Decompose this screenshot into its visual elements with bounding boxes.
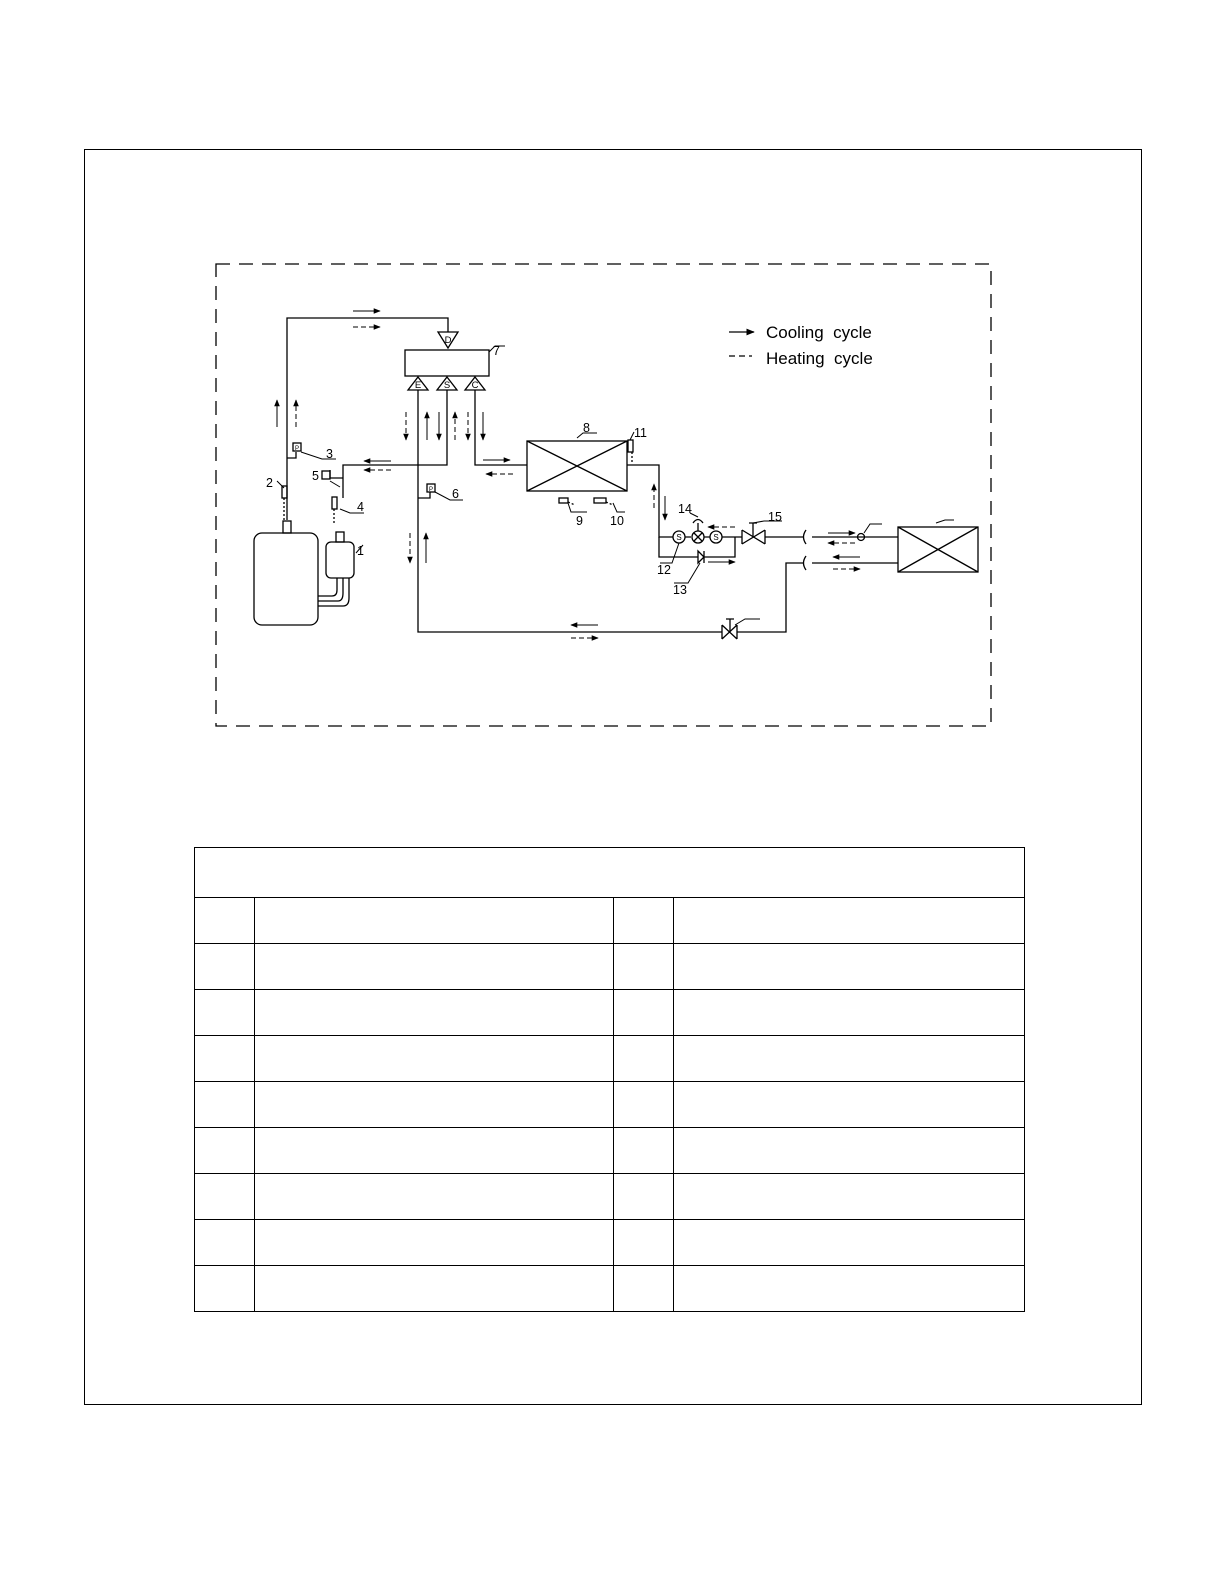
cell-number bbox=[614, 1082, 674, 1128]
port-d-label: D bbox=[444, 335, 452, 346]
table-row bbox=[195, 1128, 1025, 1174]
accumulator-cap bbox=[336, 532, 344, 542]
temp-sensor-11 bbox=[628, 440, 633, 452]
label-1: 1 bbox=[357, 544, 364, 558]
pipe-return bbox=[737, 563, 804, 632]
table-row bbox=[195, 1082, 1025, 1128]
table-row bbox=[195, 898, 1025, 944]
cell-number bbox=[614, 1128, 674, 1174]
cell-number bbox=[614, 1174, 674, 1220]
label-3: 3 bbox=[326, 447, 333, 461]
cell-name bbox=[674, 1128, 1025, 1174]
cell-name bbox=[255, 1036, 614, 1082]
pressure-6-mark: P bbox=[428, 487, 434, 493]
pipe-check-bypass bbox=[659, 537, 735, 557]
cell-name bbox=[674, 1082, 1025, 1128]
label-2: 2 bbox=[266, 476, 273, 490]
label-6: 6 bbox=[452, 487, 459, 501]
label-12: 12 bbox=[657, 563, 671, 577]
component-table bbox=[194, 847, 1025, 1312]
cell-number bbox=[614, 1220, 674, 1266]
pipe-e-port bbox=[343, 390, 418, 498]
legend-heating-label: Heating cycle bbox=[766, 349, 873, 368]
cell-name bbox=[255, 944, 614, 990]
label-7: 7 bbox=[493, 344, 500, 358]
strainer-left-mark: S bbox=[676, 533, 682, 542]
compressor-terminal bbox=[283, 521, 291, 533]
cell-name bbox=[255, 990, 614, 1036]
cell-number bbox=[195, 1128, 255, 1174]
temp-sensor-10 bbox=[594, 498, 606, 503]
label-4: 4 bbox=[357, 500, 364, 514]
label-11: 11 bbox=[634, 426, 647, 440]
table-row bbox=[195, 1266, 1025, 1312]
table-row bbox=[195, 1174, 1025, 1220]
cell-number bbox=[614, 1266, 674, 1312]
label-13: 13 bbox=[673, 583, 687, 597]
cell-number bbox=[195, 898, 255, 944]
table-row bbox=[195, 990, 1025, 1036]
suction-tubes bbox=[318, 578, 349, 606]
table-header bbox=[195, 848, 1025, 898]
cell-name bbox=[255, 1082, 614, 1128]
cell-name bbox=[674, 1266, 1025, 1312]
label-9: 9 bbox=[576, 514, 583, 528]
label-14: 14 bbox=[678, 502, 692, 516]
cell-number bbox=[195, 1266, 255, 1312]
sensor-branches bbox=[287, 452, 430, 498]
table-row bbox=[195, 1220, 1025, 1266]
strainer-right-mark: S bbox=[713, 533, 719, 542]
table-header-row bbox=[195, 848, 1025, 898]
cell-number bbox=[195, 1220, 255, 1266]
temp-sensor-2 bbox=[282, 486, 287, 498]
temp-sensor-4 bbox=[332, 497, 337, 509]
temp-sensor-9 bbox=[559, 498, 568, 503]
cell-number bbox=[195, 1174, 255, 1220]
four-way-valve bbox=[405, 350, 489, 376]
cell-name bbox=[674, 944, 1025, 990]
cell-number bbox=[614, 990, 674, 1036]
cell-name bbox=[674, 1036, 1025, 1082]
label-10: 10 bbox=[610, 514, 624, 528]
cell-name bbox=[674, 990, 1025, 1036]
cell-name bbox=[255, 1266, 614, 1312]
discharge-pipe bbox=[287, 318, 451, 520]
pressure-switch-5 bbox=[322, 471, 330, 479]
cell-number bbox=[614, 898, 674, 944]
table-row bbox=[195, 944, 1025, 990]
cell-number bbox=[614, 1036, 674, 1082]
legend-cooling-label: Cooling cycle bbox=[766, 323, 872, 342]
pipe-condenser-out bbox=[627, 465, 673, 537]
cell-name bbox=[255, 1174, 614, 1220]
cell-name bbox=[674, 898, 1025, 944]
label-15: 15 bbox=[768, 510, 782, 524]
flare-joints bbox=[804, 530, 807, 570]
table-row bbox=[195, 1036, 1025, 1082]
cell-number bbox=[195, 990, 255, 1036]
liquid-service-valve bbox=[742, 523, 765, 544]
pressure-3-mark: P bbox=[294, 446, 300, 452]
label-5: 5 bbox=[312, 469, 319, 483]
cell-number bbox=[195, 1082, 255, 1128]
port-e-label: E bbox=[414, 380, 422, 391]
cell-name bbox=[255, 1128, 614, 1174]
check-valve bbox=[698, 551, 704, 563]
cell-name bbox=[674, 1220, 1025, 1266]
cell-number bbox=[195, 1036, 255, 1082]
unit-boundary bbox=[216, 264, 991, 726]
accumulator bbox=[326, 542, 354, 578]
label-8: 8 bbox=[583, 421, 590, 435]
port-s-label: S bbox=[443, 380, 451, 391]
expansion-valve-head bbox=[693, 520, 703, 532]
cell-name bbox=[674, 1174, 1025, 1220]
cell-number bbox=[195, 944, 255, 990]
legend bbox=[729, 323, 873, 368]
cell-number bbox=[614, 944, 674, 990]
gas-service-valve bbox=[722, 619, 737, 639]
port-c-label: C bbox=[471, 380, 479, 391]
compressor bbox=[254, 533, 318, 625]
cell-name bbox=[255, 898, 614, 944]
cell-name bbox=[255, 1220, 614, 1266]
